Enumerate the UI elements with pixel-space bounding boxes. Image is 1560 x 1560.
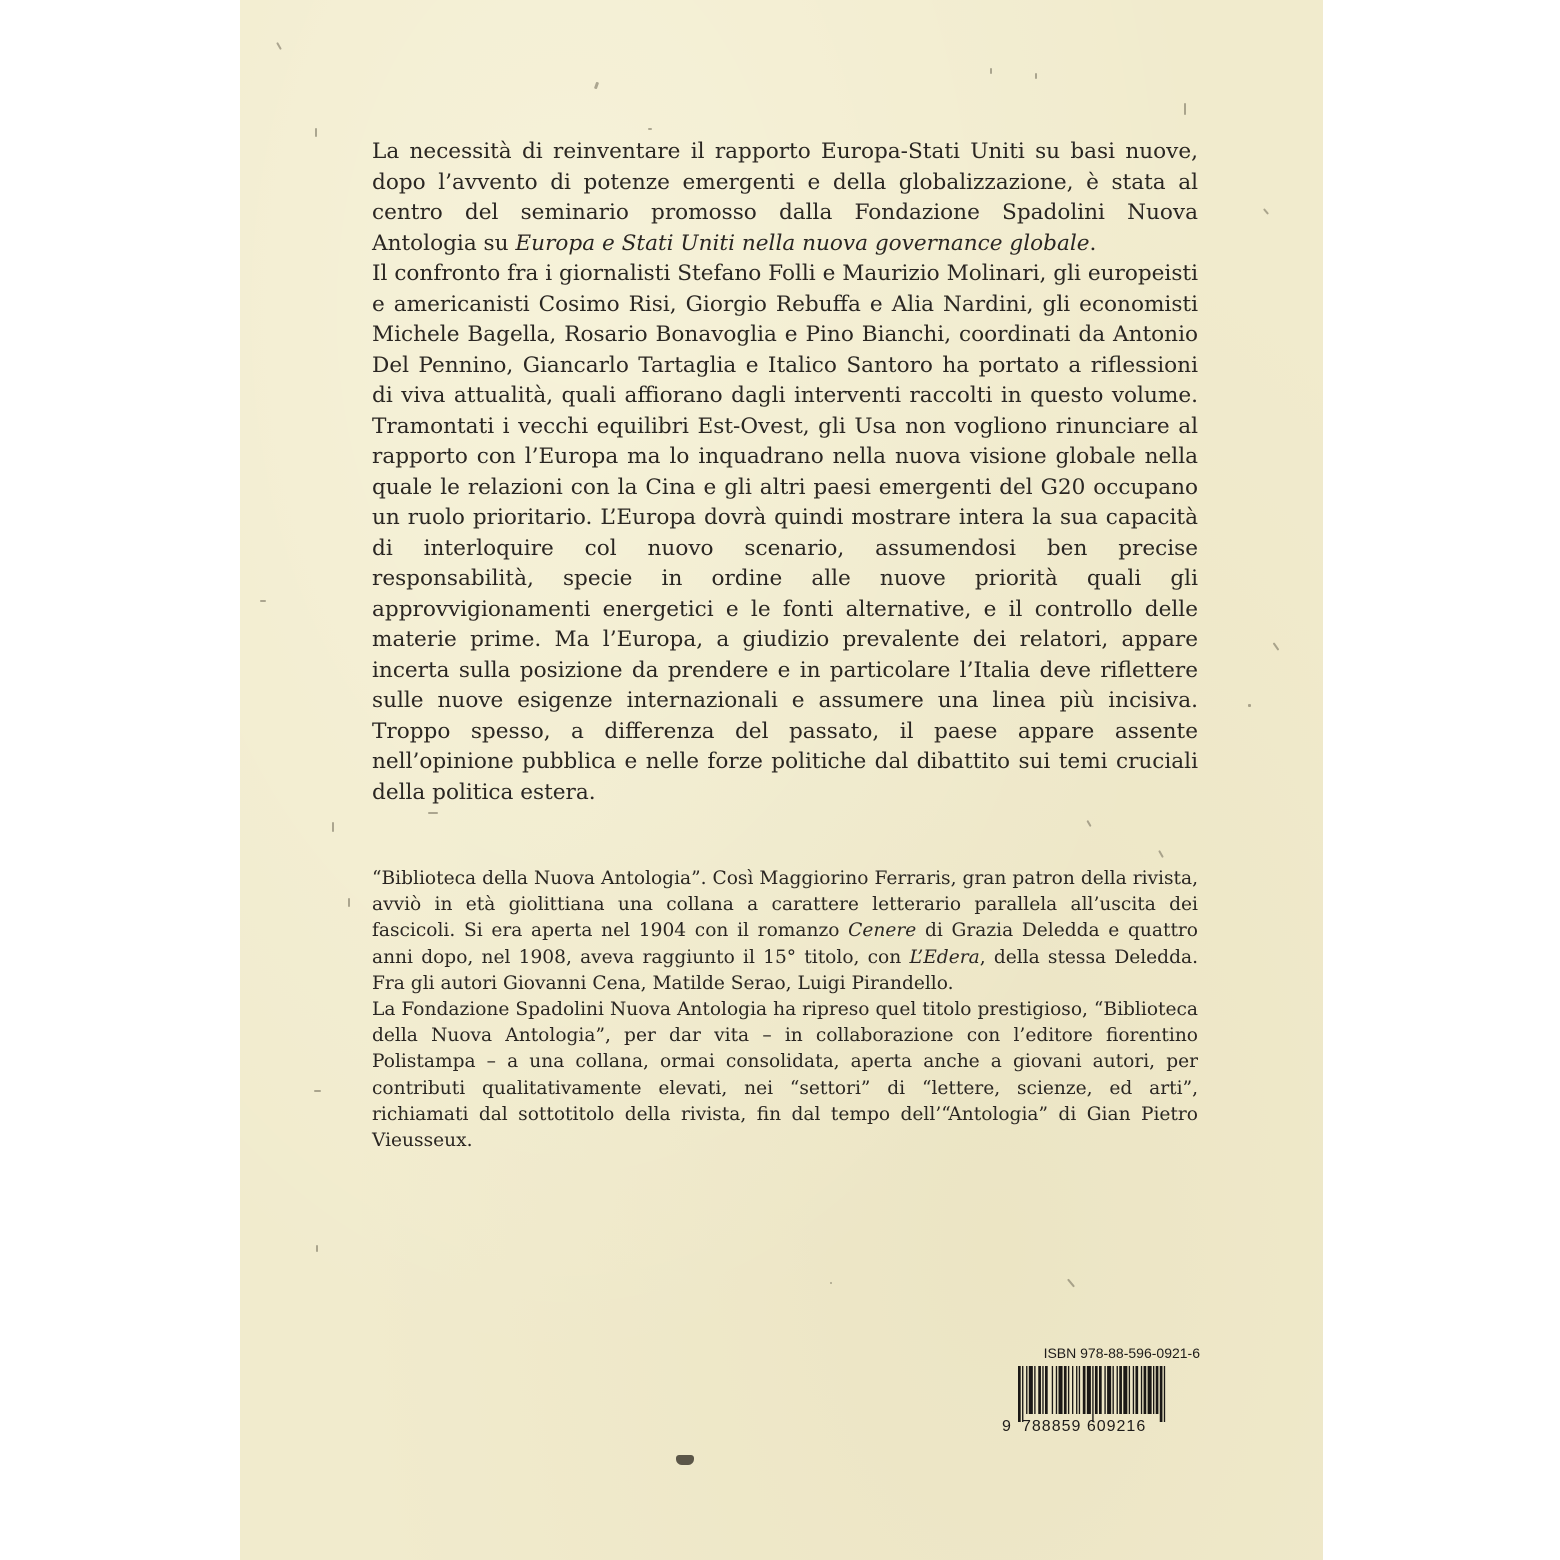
- barcode-bar: [1045, 1366, 1048, 1414]
- paper-speck: [316, 1245, 318, 1252]
- barcode-bar: [1141, 1366, 1142, 1414]
- blurb-text: [372, 137, 1198, 808]
- blurb-paragraph-2: Il confronto fra i giornalisti Stefano Folli e Maurizio Molinari, gli europeisti e americanisti Cosimo Risi, Giorgio Rebuffa e Alia Nardini, gli economisti Michele Bagella, Rosario Bonavoglia e Pino Bianchi, coordinati da Antonio Del Pennino, Giancarlo Tartaglia e Italico Santoro ha portato a riflessioni di viva attualità, quali affiorano dagli interventi raccolti in questo volume. Tramontati i vecchi equilibri Est-Ovest, gli Usa non vogliono rinunciare al rapporto con l’Europa ma lo inquadrano nella nuova visione globale nella quale le relazioni con la Cina e gli altri paesi emergenti del G20 occupano un ruolo prioritario. L’Europa dovrà quindi mostrare intera la sua capacità di interloquire col nuovo scenario, assumendosi ben precise responsabilità, specie in ordine alle nuove priorità quali gli approvvigionamenti energetici e le fonti alternative, e il controllo delle materie prime. Ma l’Europa, a giudizio prevalente dei relatori, appare incerta sulla posizione da prendere e in particolare l’Italia deve riflettere sulle nuove esigenze internazionali e assumere una linea più incisiva. Troppo spesso, a differenza del passato, il paese appare assente nell’opinione pubblica e nelle forze politiche dal dibattito sui temi cruciali della politica estera.: [372, 261, 1198, 805]
- printer-mark: [676, 1455, 694, 1465]
- paper-speck: [1086, 820, 1091, 827]
- blurb-p1-text: La necessità di reinventare il rapporto Europa-Stati Uniti su basi nuove, dopo l’avvento di potenze emergenti e della globalizzazione, è stata al centro del seminario promosso dalla Fondazione Spadolini Nuova Antologia su: [372, 139, 1198, 256]
- barcode-bar: [1129, 1366, 1130, 1414]
- barcode-bar: [1087, 1366, 1091, 1414]
- isbn-label: ISBN 978-88-596-0921-6: [1043, 1345, 1200, 1361]
- barcode-bar: [1117, 1366, 1118, 1414]
- series-paragraph-1: [372, 866, 1198, 997]
- series-title-cenere: Cenere: [848, 920, 917, 942]
- barcode-bar: [1160, 1366, 1163, 1422]
- series-p1-text-3: , della stessa Deledda. Fra gli autori Giovanni Cena, Matilde Serao, Luigi Pirandello.: [372, 946, 1198, 994]
- paper-speck: [348, 898, 350, 907]
- barcode-bar: [1022, 1366, 1023, 1422]
- paper-speck: [1184, 103, 1186, 115]
- paper-speck: [332, 822, 334, 832]
- series-p1-text: “Biblioteca della Nuova Antologia”. Così Maggiorino Ferraris, gran patron della rivista, avviò in età giolittiana una collana a carattere letterario parallela all’uscita dei fascicoli. Si era aperta nel 1904 con il romanzo: [372, 868, 1198, 942]
- back-cover: [240, 0, 1323, 1560]
- barcode-bar: [1056, 1366, 1057, 1414]
- series-note: [372, 866, 1198, 1154]
- barcode-bar: [1153, 1366, 1154, 1414]
- paper-speck: [648, 128, 652, 130]
- barcode-bar: [1133, 1366, 1134, 1414]
- barcode-bar: [1042, 1366, 1043, 1414]
- barcode-bar: [1104, 1366, 1105, 1414]
- paper-speck: [428, 812, 438, 814]
- barcode-bar: [1156, 1366, 1159, 1414]
- barcode-bar: [1034, 1366, 1035, 1414]
- paper-speck: [1035, 73, 1037, 79]
- paper-speck: [260, 600, 266, 602]
- barcode-bar: [1123, 1366, 1127, 1414]
- barcode-bar: [1079, 1366, 1080, 1414]
- series-title-edera: L’Edera: [909, 946, 980, 968]
- blurb-book-title: Europa e Stati Uniti nella nuova governance globale: [515, 230, 1090, 256]
- barcode-bar: [1113, 1366, 1114, 1414]
- barcode-bar: [1099, 1366, 1102, 1414]
- paper-speck: [830, 1282, 832, 1284]
- series-paragraph-2: La Fondazione Spadolini Nuova Antologia ha ripreso quel titolo prestigioso, “Biblioteca della Nuova Antologia”, per dar vita – in collaborazione con l’editore fiorentino Polistampa – a una collana, ormai consolidata, aperta anche a giovani autori, per contributi qualitativamente elevati, nei “settori” di “lettere, scienze, ed arti”, richiamati dal sottotitolo della rivista, fin dal tempo dell’“Antologia” di Gian Pietro Vieusseux.: [372, 999, 1198, 1152]
- barcode-bar: [1076, 1366, 1077, 1414]
- barcode-bar: [1018, 1366, 1021, 1422]
- barcode-bar: [1135, 1366, 1138, 1414]
- barcode-bar: [1026, 1366, 1027, 1414]
- barcode-bar: [1083, 1366, 1086, 1414]
- barcode-bar: [1059, 1366, 1063, 1414]
- barcode-bar: [1144, 1366, 1147, 1414]
- barcode-bar: [1092, 1366, 1093, 1422]
- paper-speck: [315, 128, 317, 137]
- barcode-bars: [1008, 1366, 1204, 1422]
- series-p1-text-2: di Grazia Deledda e quattro anni dopo, nel 1908, aveva raggiunto il 15° titolo, con: [372, 920, 1199, 968]
- barcode-lead-digit: 9: [1002, 1418, 1011, 1435]
- paper-speck: [1263, 208, 1269, 215]
- barcode-bar: [1095, 1366, 1098, 1414]
- barcode-bar: [1148, 1366, 1152, 1414]
- paper-speck: [990, 68, 992, 74]
- barcode-bar: [1107, 1366, 1111, 1414]
- barcode-bar: [1119, 1366, 1122, 1414]
- barcode-digits: 788859 609216: [1022, 1418, 1147, 1435]
- barcode-bar: [1052, 1366, 1053, 1414]
- paper-speck: [1158, 850, 1164, 858]
- barcode-bar: [1072, 1366, 1073, 1414]
- barcode-bar: [1029, 1366, 1033, 1414]
- barcode-bar: [1038, 1366, 1041, 1414]
- blurb-p1-end: .: [1089, 230, 1097, 256]
- barcode-bar: [1068, 1366, 1069, 1414]
- paper-speck: [1248, 704, 1251, 707]
- paper-speck: [594, 82, 599, 90]
- paper-speck: [1067, 1279, 1075, 1288]
- paper-speck: [314, 1090, 321, 1092]
- blurb-paragraph-1: [372, 137, 1198, 259]
- paper-speck: [276, 42, 282, 50]
- barcode-bar: [1064, 1366, 1067, 1414]
- barcode-bar: [1164, 1366, 1165, 1422]
- paper-speck: [1273, 642, 1280, 651]
